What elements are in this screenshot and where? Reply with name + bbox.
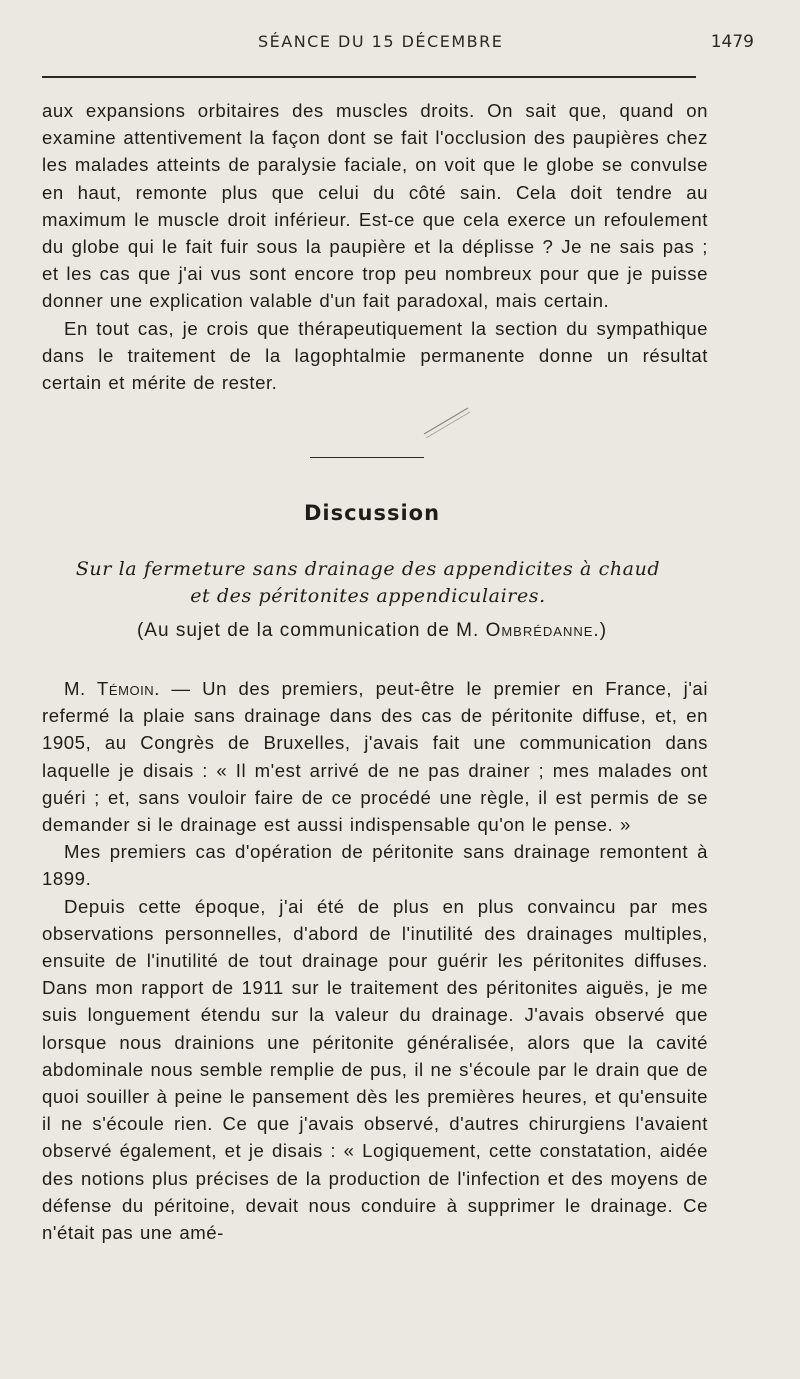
discussion-heading: Discussion (303, 501, 441, 525)
intro-paragraph-2: En tout cas, je crois que thérapeutiquement la section du sympathique dans le traitement de la lagophtalmie permanente donne un résultat certain et mérite de rester. (42, 317, 708, 394)
discussion-subject (0, 556, 736, 610)
discussion-paragraph-1 (42, 675, 708, 838)
discussion-paragraph-2: Mes premiers cas d'opération de péritonite sans drainage remontent à 1899. (42, 841, 708, 890)
speaker-name: M. Témoin. (64, 678, 160, 699)
intro-text (42, 97, 708, 396)
subject-line-1: Sur la fermeture sans drainage des appendicites à chaud (75, 558, 661, 580)
discussion-paragraph-3: Depuis cette époque, j'ai été de plus en plus convaincu par mes observations personnelles, d'abord de l'inutilité des drainages multiples, ensuite de l'inutilité de tout drainage pour guérir les péritonites diffuses. Dans mon rapport de 1911 sur le traitement des péritonites aiguës, je me suis longuement étendu sur la valeur du drainage. J'avais observé que lorsque nous drainions une péritonite généralisée, alors que la cavité abdominale nous semble remplie de pus, il ne s'écoule par le drain que de quoi souiller à peine le pansement dès les premières heures, et qu'ensuite il ne s'écoule rien. Ce que j'avais observé, d'autres chirurgiens l'avaient observé également, et je disais : « Logiquement, cette constatation, aidée des notions plus précises de la production de l'infection et des moyens de défense du péritoine, devait nous conduire à supprimer le drainage. Ce n'était pas une amé- (42, 895, 708, 1244)
note-author-name: Ombrédanne (485, 620, 594, 641)
intro-paragraph-1: aux expansions orbitaires des muscles droits. On sait que, quand on examine attentivement la façon dont se fait l'occlusion des paupières chez les malades atteints de paralysie faciale, on voit que le globe se convulse en haut, remonte plus que celui du côté sain. Cela doit tendre au maximum le muscle droit inférieur. Est-ce que cela exerce un refoulement du globe qui le fait fuir sous la paupière et la déplisse ? Je ne sais pas ; et les cas que j'ai vus sont encore trop peu nombreux pour que je puisse donner une explication valable d'un fait paradoxal, mais certain. (42, 100, 708, 312)
section-divider (310, 457, 424, 458)
header-title: SÉANCE DU 15 DÉCEMBRE (258, 32, 504, 51)
running-header (48, 32, 754, 62)
subject-note (0, 620, 744, 642)
note-prefix: (Au sujet de la communication de M. (136, 620, 480, 641)
page-number: 1479 (710, 32, 754, 52)
note-suffix: .) (593, 620, 608, 641)
header-rule (42, 76, 696, 78)
pencil-mark-icon (420, 402, 476, 440)
discussion-paragraph-1-text: — Un des premiers, peut-être le premier en France, j'ai refermé la plaie sans drainage dans des cas de péritonite diffuse, et, en 1905, au Congrès de Bruxelles, j'avais fait une communication dans laquelle je disais : « Il m'est arrivé de ne pas drainer ; mes malades ont guéri ; et, sans vouloir faire de ce procédé une règle, il est permis de se demander si le drainage est aussi indispensable qu'on le pense. » (42, 678, 708, 836)
discussion-text (42, 675, 708, 1246)
subject-line-2: et des péritonites appendiculaires. (190, 585, 546, 607)
